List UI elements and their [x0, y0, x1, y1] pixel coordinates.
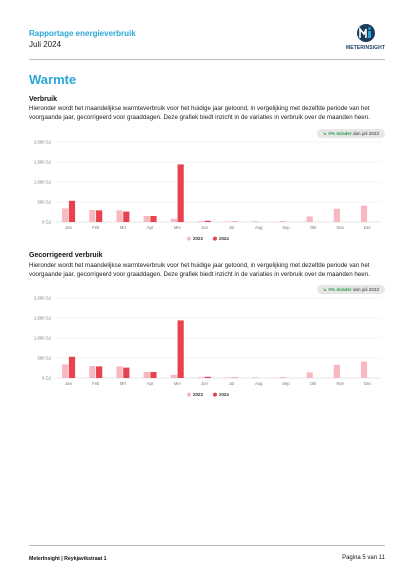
bar-2023-sep — [279, 377, 285, 378]
bar-2023-jan — [62, 364, 68, 378]
x-tick-label: Apr — [146, 381, 154, 386]
legend-label-2023: 2023 — [193, 236, 203, 241]
bar-2023-aug — [252, 377, 258, 378]
x-tick-label: Apr — [146, 225, 154, 230]
y-tick-label: 1.000 GJ — [34, 179, 51, 185]
bar-2024-apr — [150, 372, 156, 378]
bar-2023-dec — [361, 206, 367, 222]
bar-2023-nov — [334, 365, 340, 378]
verbruik-chart — [29, 138, 385, 246]
x-tick-label: Dec — [363, 225, 372, 230]
gecorrigeerd-chart-svg — [29, 294, 385, 402]
bar-2024-mrt — [123, 212, 129, 222]
trend-down-icon: ↘ — [322, 131, 327, 136]
y-tick-label: 0 GJ — [42, 219, 51, 225]
bar-2024-feb — [96, 366, 102, 378]
bar-2024-jun — [205, 377, 211, 378]
logo-text: METERINSIGHT — [346, 45, 385, 51]
section-title: Warmte — [29, 72, 77, 87]
bar-2023-feb — [89, 210, 95, 222]
bar-2024-mrt — [123, 368, 129, 378]
x-tick-label: Jun — [201, 225, 208, 230]
page-number: Pagina 5 van 11 — [342, 555, 385, 561]
page-footer — [29, 545, 385, 562]
bar-2024-mei — [178, 164, 184, 222]
bar-2023-mei — [171, 375, 177, 378]
badge-highlight: 0% minder — [328, 131, 352, 136]
bar-2024-apr — [150, 216, 156, 222]
y-tick-label: 0 GJ — [42, 375, 51, 381]
y-tick-label: 500 GJ — [37, 199, 51, 205]
badge-text: dan juli 2023 — [352, 131, 379, 136]
y-tick-label: 1.500 GJ — [34, 159, 51, 165]
gecorrigeerd-title: Gecorrigeerd verbruik — [29, 252, 103, 259]
x-tick-label: Mei — [173, 381, 181, 386]
bar-2024-jan — [69, 357, 75, 378]
legend-marker-2023 — [187, 393, 191, 397]
y-tick-label: 1.000 GJ — [34, 335, 51, 341]
gecorrigeerd-description: Hieronder wordt het maandelijkse warmteverbruik voor het huidige jaar getoond, in vergelijking met dezelfde periode van het voorgaande jaar, gecorrigeerd voor graaddagen. Deze grafiek biedt inzicht in de variaties in verbruik over de maanden heen. — [29, 262, 370, 278]
legend-label-2024: 2024 — [219, 392, 229, 397]
bar-2023-okt — [307, 372, 313, 378]
x-tick-label: Jan — [65, 381, 72, 386]
x-tick-label: Aug — [255, 225, 263, 230]
legend-marker-2023 — [187, 237, 191, 241]
legend-marker-2024 — [213, 237, 217, 241]
bar-2023-aug — [252, 221, 258, 222]
x-tick-label: Okt — [309, 381, 317, 386]
bar-2024-feb — [96, 210, 102, 222]
bar-2023-mei — [171, 219, 177, 222]
bar-2023-apr — [144, 372, 150, 378]
x-tick-label: Jan — [65, 225, 72, 230]
x-tick-label: Jul — [228, 225, 235, 230]
bar-2023-mrt — [116, 210, 122, 222]
bar-2023-jun — [198, 221, 204, 222]
verbruik-title: Verbruik — [29, 96, 58, 103]
verbruik-chart-svg — [29, 138, 385, 246]
x-tick-label: Jul — [228, 381, 235, 386]
y-tick-label: 2.000 GJ — [34, 139, 51, 145]
legend-label-2023: 2023 — [193, 392, 203, 397]
x-tick-label: Aug — [255, 381, 263, 386]
bar-2024-jan — [69, 201, 75, 222]
y-tick-label: 500 GJ — [37, 355, 51, 361]
x-tick-label: Sep — [282, 381, 290, 386]
bar-2024-jun — [205, 221, 211, 222]
legend-label-2024: 2024 — [219, 236, 229, 241]
x-tick-label: Jun — [201, 381, 208, 386]
x-tick-label: Feb — [92, 225, 100, 230]
bar-2023-jul — [225, 377, 231, 378]
verbruik-description: Hieronder wordt het maandelijkse warmteverbruik voor het huidige jaar getoond, in vergelijking met dezelfde periode van het voorgaande jaar, gecorrigeerd voor graaddagen. Deze grafiek biedt inzicht in de variaties in verbruik over de maanden heen. — [29, 105, 370, 121]
x-tick-label: Okt — [309, 225, 317, 230]
x-tick-label: Mei — [173, 225, 181, 230]
bar-2023-mrt — [116, 366, 122, 378]
bar-2023-okt — [307, 216, 313, 222]
verbruik-comparison-badge — [317, 129, 385, 138]
bar-2023-nov — [334, 209, 340, 222]
x-tick-label: Dec — [363, 381, 372, 386]
x-tick-label: Mrt — [119, 225, 126, 230]
badge-text: dan juli 2023 — [352, 287, 379, 292]
y-tick-label: 2.000 GJ — [34, 295, 51, 301]
page-header — [29, 27, 385, 60]
legend-marker-2024 — [213, 393, 217, 397]
x-tick-label: Mrt — [119, 381, 126, 386]
badge-highlight: 0% minder — [328, 287, 352, 292]
y-tick-label: 1.500 GJ — [34, 315, 51, 321]
bar-2023-feb — [89, 366, 95, 378]
bar-2024-mei — [178, 320, 184, 378]
footer-address: MeterInsight | Reykjavikstraat 1 — [29, 556, 107, 562]
bar-2023-jul — [225, 221, 231, 222]
bar-2023-dec — [361, 362, 367, 378]
bar-2023-jan — [62, 208, 68, 222]
x-tick-label: Nov — [336, 225, 344, 230]
gecorrigeerd-chart — [29, 294, 385, 402]
bar-2023-sep — [279, 221, 285, 222]
trend-down-icon: ↘ — [322, 287, 327, 292]
x-tick-label: Sep — [282, 225, 290, 230]
x-tick-label: Nov — [336, 381, 344, 386]
bar-2023-jun — [198, 377, 204, 378]
report-title: Rapportage energieverbruik — [29, 29, 136, 38]
x-tick-label: Feb — [92, 381, 100, 386]
gecorrigeerd-comparison-badge — [317, 285, 385, 294]
bar-2023-apr — [144, 216, 150, 222]
report-period: Juli 2024 — [29, 40, 62, 49]
